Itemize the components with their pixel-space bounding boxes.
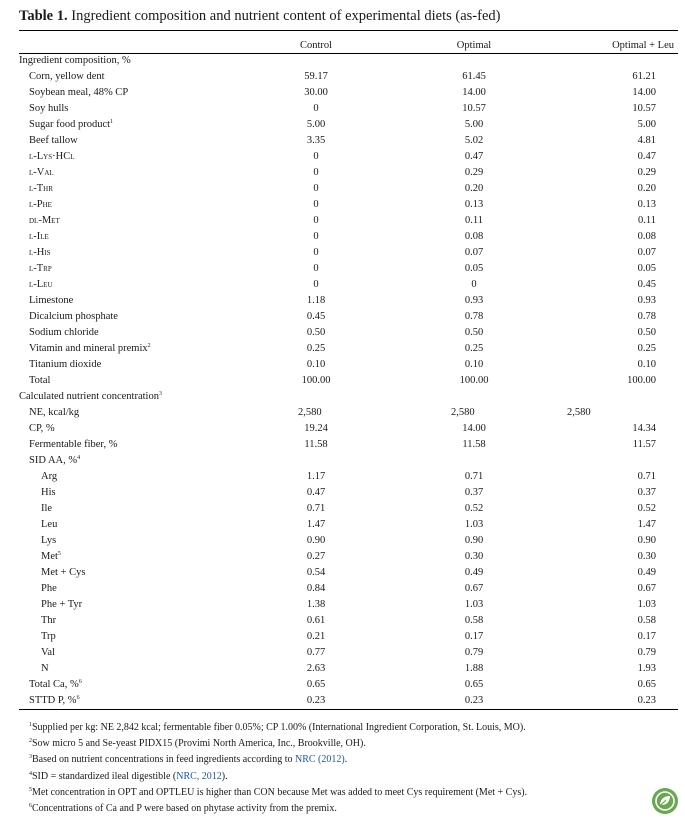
- cell-optimal-leu: 0.17: [637, 631, 656, 642]
- cell-optimal: 0.23: [464, 695, 484, 706]
- cell-control: 0.84: [306, 583, 326, 594]
- cell-control: 1.18: [306, 295, 326, 306]
- footnote-marker: 6: [76, 695, 80, 701]
- table-row: [19, 341, 678, 357]
- row-label-text: Fermentable fiber, %: [29, 439, 118, 450]
- footnote: [29, 785, 527, 801]
- row-label: [19, 405, 237, 421]
- row-label-text: Arg: [41, 471, 58, 482]
- row-label: [19, 325, 237, 341]
- cell-control: 0.71: [306, 503, 326, 514]
- row-label: [19, 597, 237, 613]
- footnote: [29, 769, 527, 785]
- cell-optimal-leu: 4.81: [637, 135, 656, 146]
- row-label: [19, 133, 237, 149]
- row-label-text: Thr: [41, 615, 57, 626]
- leaf-badge-icon[interactable]: [652, 788, 678, 814]
- row-label: [19, 197, 237, 213]
- table-row: [19, 613, 678, 629]
- cell-control: 0.61: [306, 615, 326, 626]
- cell-control: 0.21: [306, 631, 326, 642]
- cell-control: 0.25: [306, 343, 326, 354]
- cell-optimal: 61.45: [462, 71, 486, 82]
- header-optimal-leu: Optimal + Leu: [612, 40, 674, 51]
- cell-control: 0.27: [306, 551, 326, 562]
- cell-optimal: 0.90: [464, 535, 484, 546]
- row-label: [19, 245, 237, 261]
- row-label-text: Beef tallow: [29, 135, 78, 146]
- row-label: [19, 341, 237, 357]
- row-label: [19, 293, 237, 309]
- row-label-text: Calculated nutrient concentration: [19, 391, 159, 402]
- cell-control: 0: [313, 199, 319, 210]
- table-row: [19, 357, 678, 373]
- cell-optimal-leu: 0.11: [638, 215, 656, 226]
- cell-control: 11.58: [304, 439, 328, 450]
- cell-optimal-leu: 0.79: [637, 647, 656, 658]
- cell-optimal-leu: [553, 453, 678, 469]
- row-label: [19, 181, 237, 197]
- table-row: [19, 117, 678, 133]
- table-row: [19, 229, 678, 245]
- cell-control: 30.00: [304, 87, 328, 98]
- cell-control: 0.10: [306, 359, 326, 370]
- header-row: [19, 38, 678, 53]
- cell-control: 2.63: [306, 663, 326, 674]
- cell-optimal-leu: 0.47: [637, 151, 656, 162]
- cell-optimal-leu: 0.20: [637, 183, 656, 194]
- cell-control: 1.38: [306, 599, 326, 610]
- table-row: [19, 389, 678, 405]
- cell-control: 0.45: [306, 311, 326, 322]
- row-label-text: Phe: [41, 583, 57, 594]
- row-label-text: SID AA, %: [29, 455, 78, 466]
- cell-control: 0.23: [306, 695, 326, 706]
- cell-control: 0.47: [306, 487, 326, 498]
- table-label: Table 1.: [19, 8, 68, 24]
- cell-control: 0.50: [306, 327, 326, 338]
- cell-optimal-leu: [553, 389, 678, 405]
- row-label: [19, 613, 237, 629]
- row-label-text: l-Phe: [29, 199, 52, 210]
- row-label: [19, 485, 237, 501]
- footnote-marker: 1: [110, 119, 114, 125]
- row-label-text: Total Ca, %: [29, 679, 79, 690]
- table-row: [19, 453, 678, 469]
- table-row: [19, 533, 678, 549]
- row-label: [19, 693, 237, 709]
- table-row: [19, 693, 678, 709]
- table-row: [19, 629, 678, 645]
- table-row: [19, 53, 678, 69]
- row-label-text: l-Thr: [29, 183, 53, 194]
- row-label: [19, 69, 237, 85]
- row-label: [19, 277, 237, 293]
- citation-link[interactable]: NRC, 2012: [176, 770, 222, 782]
- row-label: [19, 453, 237, 469]
- cell-optimal: 0.50: [464, 327, 484, 338]
- row-label: [19, 229, 237, 245]
- cell-optimal-leu: 11.57: [632, 439, 656, 450]
- cell-optimal-leu: 0.05: [637, 263, 656, 274]
- cell-optimal: 1.88: [464, 663, 484, 674]
- table-row: [19, 581, 678, 597]
- row-label: [19, 501, 237, 517]
- table-row: [19, 277, 678, 293]
- cell-control: 1.17: [306, 471, 326, 482]
- cell-optimal-leu: 61.21: [632, 71, 656, 82]
- row-label-text: Lys: [41, 535, 57, 546]
- cell-optimal: 0.79: [464, 647, 484, 658]
- row-label: [19, 629, 237, 645]
- cell-optimal: 0.25: [464, 343, 484, 354]
- row-label: [19, 85, 237, 101]
- cell-optimal-leu: 0.50: [637, 327, 656, 338]
- cell-optimal-leu: 0.07: [637, 247, 656, 258]
- row-label: [19, 565, 237, 581]
- cell-control: 0: [313, 247, 319, 258]
- cell-optimal-leu: 0.90: [637, 535, 656, 546]
- table-row: [19, 485, 678, 501]
- footnote-text: Sow micro 5 and Se-yeast PIDX15 (Provimi North America, Inc., Brookville, OH).: [32, 738, 366, 750]
- cell-control: 100.00: [301, 375, 331, 386]
- footnote-number: 1: [29, 722, 32, 728]
- cell-optimal: 0.71: [464, 471, 484, 482]
- footnote-marker: 4: [77, 455, 81, 461]
- cell-optimal-leu: 0.49: [637, 567, 656, 578]
- row-label: [19, 645, 237, 661]
- cell-control: 0: [313, 279, 319, 290]
- footnote-text: .: [344, 754, 348, 766]
- row-label-text: Sugar food product: [29, 119, 111, 130]
- row-label-text: l-Val: [29, 167, 54, 178]
- footnote: [29, 801, 527, 817]
- cell-optimal-leu: 0.65: [637, 679, 656, 690]
- cell-optimal-leu: 0.30: [637, 551, 656, 562]
- table-row: [19, 149, 678, 165]
- cell-optimal-leu: 0.10: [637, 359, 656, 370]
- cell-optimal-leu: 0.37: [637, 487, 656, 498]
- row-label: [19, 517, 237, 533]
- table-row: [19, 549, 678, 565]
- header-rule: [19, 53, 678, 54]
- footnote-text: Supplied per kg: NE 2,842 kcal; fermentable fiber 0.05%; CP 1.00% (International Ingredient Corporation, St. Louis, MO).: [32, 722, 526, 733]
- cell-optimal: 100.00: [459, 375, 489, 386]
- footnote-marker: 6: [78, 679, 82, 685]
- footnote: [29, 720, 527, 736]
- table-row: [19, 101, 678, 117]
- table-row: [19, 133, 678, 149]
- cell-optimal: 0.29: [464, 167, 484, 178]
- row-label-text: Total: [29, 375, 51, 386]
- cell-optimal-leu: 14.00: [632, 87, 656, 98]
- cell-optimal: 11.58: [462, 439, 486, 450]
- row-label: [19, 165, 237, 181]
- cell-optimal: 5.02: [464, 135, 484, 146]
- cell-optimal: 0.37: [464, 487, 484, 498]
- citation-link[interactable]: NRC (2012): [294, 754, 345, 766]
- table-row: [19, 517, 678, 533]
- cell-control: 0: [313, 231, 319, 242]
- cell-optimal-leu: 0.78: [637, 311, 656, 322]
- row-label: [19, 101, 237, 117]
- cell-optimal: 0.05: [464, 263, 484, 274]
- footnote-marker: 5: [57, 551, 61, 557]
- cell-control: [237, 389, 395, 405]
- top-rule: [19, 30, 678, 31]
- row-label-text: Sodium chloride: [29, 327, 99, 338]
- cell-optimal: [395, 453, 553, 469]
- row-label-text: l-Lys·HCl: [29, 151, 75, 162]
- cell-optimal-leu: 10.57: [632, 103, 656, 114]
- cell-optimal-leu: 0.08: [637, 231, 656, 242]
- cell-optimal: 0.67: [464, 583, 484, 594]
- table-row: [19, 197, 678, 213]
- cell-optimal-leu: 0.67: [637, 583, 656, 594]
- cell-optimal: [395, 53, 553, 69]
- row-label: [19, 677, 237, 693]
- table-row: [19, 565, 678, 581]
- row-label-text: Soy hulls: [29, 103, 69, 114]
- cell-control: 0.65: [306, 679, 326, 690]
- row-label: [19, 661, 237, 677]
- cell-optimal: 0.08: [464, 231, 484, 242]
- table-row: [19, 261, 678, 277]
- cell-optimal: 0: [471, 279, 477, 290]
- table-row: [19, 293, 678, 309]
- table-row: [19, 597, 678, 613]
- cell-optimal: 0.13: [464, 199, 484, 210]
- row-label-text: Val: [41, 647, 55, 658]
- cell-optimal-leu: 0.93: [637, 295, 656, 306]
- cell-optimal-leu: 0.71: [637, 471, 656, 482]
- footnote-number: 3: [29, 754, 32, 761]
- row-label-text: Titanium dioxide: [29, 359, 102, 370]
- footnote-marker: 2: [147, 343, 151, 349]
- bottom-rule: [19, 709, 678, 710]
- cell-optimal-leu: 2,580: [567, 407, 591, 418]
- row-label-text: Dicalcium phosphate: [29, 311, 118, 322]
- footnote-marker: 3: [158, 391, 162, 397]
- cell-control: 0: [313, 151, 319, 162]
- table-row: [19, 405, 678, 421]
- table-row: [19, 469, 678, 485]
- cell-optimal: 0.07: [464, 247, 484, 258]
- row-label: [19, 213, 237, 229]
- row-label-text: Met: [41, 551, 58, 562]
- cell-optimal: 14.00: [462, 423, 486, 434]
- row-label: [19, 389, 237, 405]
- cell-optimal-leu: 1.47: [637, 519, 656, 530]
- cell-optimal: 2,580: [451, 407, 475, 418]
- row-label-text: Limestone: [29, 295, 74, 306]
- cell-control: 0.54: [306, 567, 326, 578]
- cell-optimal: 0.52: [464, 503, 484, 514]
- cell-optimal: 10.57: [462, 103, 486, 114]
- row-label-text: Met + Cys: [41, 567, 86, 578]
- footnote-text: SID = standardized ileal digestible (: [32, 770, 177, 782]
- table-caption: [19, 8, 500, 25]
- table-row: [19, 245, 678, 261]
- cell-optimal-leu: 5.00: [637, 119, 656, 130]
- row-label: [19, 469, 237, 485]
- row-label-text: Trp: [41, 631, 56, 642]
- cell-control: 3.35: [306, 135, 326, 146]
- row-label-text: Vitamin and mineral premix: [29, 343, 148, 354]
- cell-optimal: 0.47: [464, 151, 484, 162]
- header-control: Control: [299, 40, 333, 51]
- row-label: [19, 357, 237, 373]
- table-body: [19, 53, 678, 709]
- table-row: [19, 437, 678, 453]
- cell-optimal-leu: 0.52: [637, 503, 656, 514]
- row-label-text: l-Ile: [29, 231, 49, 242]
- footnote-number: 2: [29, 738, 32, 745]
- cell-control: 0.77: [306, 647, 326, 658]
- row-label: [19, 533, 237, 549]
- row-label: [19, 53, 237, 69]
- cell-optimal-leu: 0.58: [637, 615, 656, 626]
- footnote-text: Based on nutrient concentrations in feed ingredients according to: [32, 754, 295, 766]
- table-row: [19, 645, 678, 661]
- row-label-text: NE, kcal/kg: [29, 407, 80, 418]
- cell-optimal: 0.93: [464, 295, 484, 306]
- table-row: [19, 677, 678, 693]
- footnote: [29, 752, 527, 768]
- cell-optimal: 0.58: [464, 615, 484, 626]
- header-label-col: [19, 38, 237, 53]
- cell-optimal: 14.00: [462, 87, 486, 98]
- table-row: [19, 421, 678, 437]
- cell-optimal-leu: 0.25: [637, 343, 656, 354]
- cell-optimal: 0.20: [464, 183, 484, 194]
- row-label: [19, 373, 237, 389]
- row-label: [19, 149, 237, 165]
- cell-optimal: [395, 389, 553, 405]
- table-row: [19, 69, 678, 85]
- cell-optimal: 0.30: [464, 551, 484, 562]
- table-row: [19, 501, 678, 517]
- row-label: [19, 581, 237, 597]
- cell-optimal: 0.11: [465, 215, 483, 226]
- row-label: [19, 309, 237, 325]
- cell-control: 0: [313, 167, 319, 178]
- row-label-text: His: [41, 487, 56, 498]
- row-label-text: l-Trp: [29, 263, 52, 274]
- cell-optimal-leu: 0.29: [637, 167, 656, 178]
- cell-optimal: 0.78: [464, 311, 484, 322]
- cell-control: 1.47: [306, 519, 326, 530]
- cell-control: 0: [313, 263, 319, 274]
- row-label-text: Soybean meal, 48% CP: [29, 87, 129, 98]
- cell-control: 0: [313, 183, 319, 194]
- cell-optimal-leu: 0.23: [637, 695, 656, 706]
- cell-control: 59.17: [304, 71, 328, 82]
- row-label-text: l-His: [29, 247, 51, 258]
- row-label: [19, 261, 237, 277]
- row-label: [19, 117, 237, 133]
- row-label: [19, 549, 237, 565]
- cell-optimal-leu: [553, 53, 678, 69]
- cell-control: 0: [313, 215, 319, 226]
- row-label-text: Ingredient composition, %: [19, 55, 131, 66]
- cell-optimal: 1.03: [464, 519, 484, 530]
- cell-optimal-leu: 0.45: [637, 279, 656, 290]
- row-label: [19, 421, 237, 437]
- row-label-text: Corn, yellow dent: [29, 71, 105, 82]
- footnote-number: 4: [29, 770, 32, 777]
- row-label-text: CP, %: [29, 423, 55, 434]
- cell-control: 2,580: [298, 407, 322, 418]
- footnote-number: 5: [29, 786, 32, 793]
- cell-optimal: 0.65: [464, 679, 484, 690]
- footnotes: [29, 720, 527, 817]
- table-row: [19, 165, 678, 181]
- table-title: Ingredient composition and nutrient content of experimental diets (as-fed): [71, 8, 501, 24]
- row-label-text: Leu: [41, 519, 58, 530]
- row-label-text: N: [41, 663, 49, 674]
- cell-optimal: 0.49: [464, 567, 484, 578]
- cell-optimal: 1.03: [464, 599, 484, 610]
- cell-optimal: 0.10: [464, 359, 484, 370]
- row-label-text: Ile: [41, 503, 53, 514]
- table-row: [19, 325, 678, 341]
- row-label-text: Phe + Tyr: [41, 599, 83, 610]
- cell-control: 5.00: [306, 119, 326, 130]
- cell-optimal-leu: 1.03: [637, 599, 656, 610]
- table-row: [19, 85, 678, 101]
- cell-optimal-leu: 0.13: [637, 199, 656, 210]
- cell-control: [237, 53, 395, 69]
- footnote-text: Met concentration in OPT and OPTLEU is higher than CON because Met was added to meet Cys requirement (Met + Cys).: [32, 786, 528, 798]
- header-optimal: Optimal: [456, 40, 492, 51]
- table-row: [19, 661, 678, 677]
- diet-table: [19, 38, 678, 709]
- cell-optimal: 0.17: [464, 631, 484, 642]
- table-row: [19, 181, 678, 197]
- footnote-number: 6: [29, 803, 32, 810]
- cell-control: 0: [313, 103, 319, 114]
- cell-optimal-leu: 14.34: [632, 423, 656, 434]
- row-label: [19, 437, 237, 453]
- cell-control: [237, 453, 395, 469]
- table-row: [19, 213, 678, 229]
- row-label-text: l-Leu: [29, 279, 53, 290]
- cell-control: 0.90: [306, 535, 326, 546]
- footnote-text: ).: [221, 770, 228, 782]
- cell-control: 19.24: [304, 423, 328, 434]
- footnote: [29, 736, 527, 752]
- cell-optimal-leu: 1.93: [637, 663, 656, 674]
- footnote-text: Concentrations of Ca and P were based on phytase activity from the premix.: [32, 803, 337, 815]
- table-row: [19, 373, 678, 389]
- cell-optimal-leu: 100.00: [627, 375, 656, 386]
- row-label-text: STTD P, %: [29, 695, 77, 706]
- cell-optimal: 5.00: [464, 119, 484, 130]
- row-label-text: dl-Met: [29, 215, 60, 226]
- table-row: [19, 309, 678, 325]
